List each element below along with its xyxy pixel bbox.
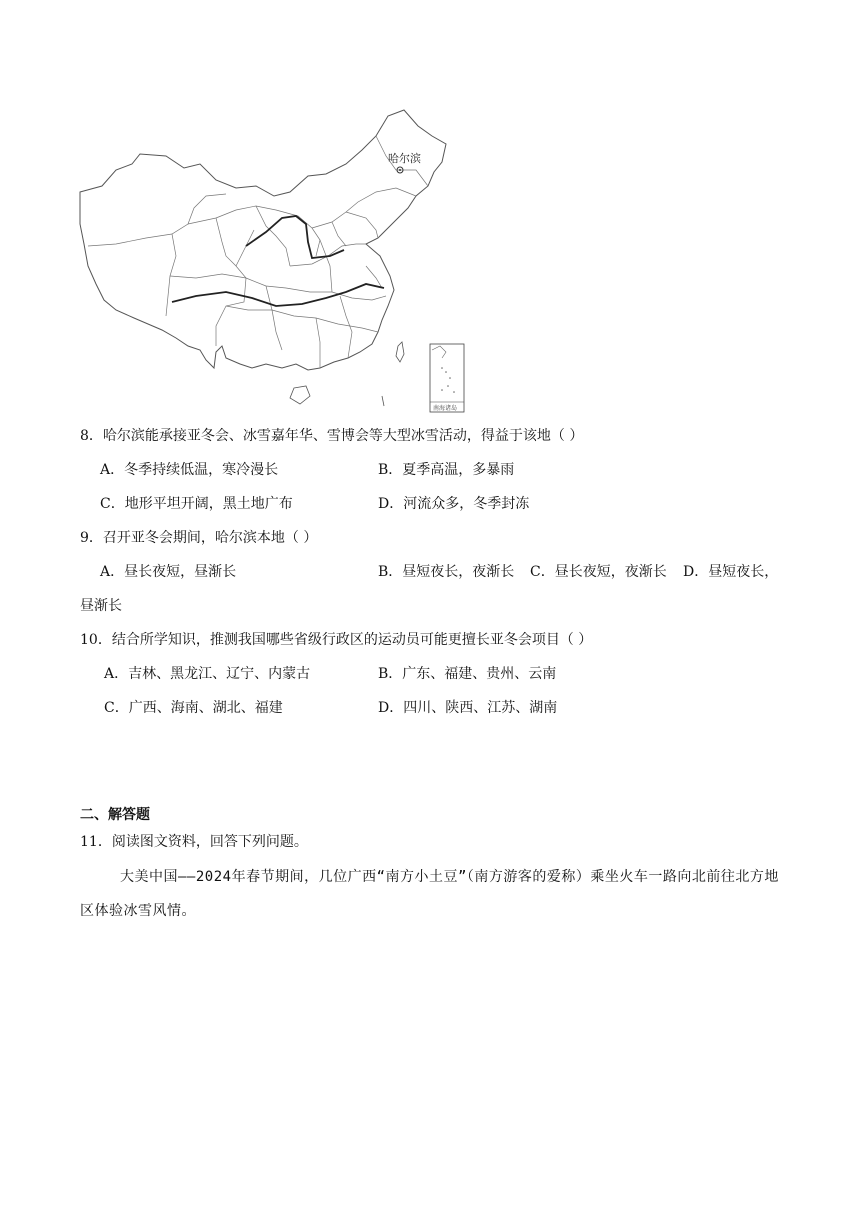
q10-option-b[interactable]: B．广东、福建、贵州、云南 [378,666,557,682]
harbin-label: 哈尔滨 [388,152,421,165]
question-9-stem: 9．召开亚冬会期间，哈尔滨本地（ ） [80,530,318,546]
question-8-stem: 8．哈尔滨能承接亚冬会、冰雪嘉年华、雪博会等大型冰雪活动，得益于该地（ ） [80,428,584,444]
q8-option-c[interactable]: C．地形平坦开阔，黑土地广布 [100,496,293,512]
question-11-stem: 11．阅读图文资料，回答下列问题。 [80,834,308,850]
question-11-passage: 大美中国——2024年春节期间，几位广西“南方小土豆”（南方游客的爱称）乘坐火车一路向北前往北方地区体验冰雪风情。 [80,869,779,919]
q10-option-d[interactable]: D．四川、陕西、江苏、湖南 [378,700,558,716]
question-10-stem: 10．结合所学知识，推测我国哪些省级行政区的运动员可能更擅长亚冬会项目（ ） [80,632,593,648]
q9-option-d-continued: 昼渐长 [80,598,122,614]
inset-label: 南海诸岛 [433,405,458,412]
q8-option-d[interactable]: D．河流众多，冬季封冻 [378,496,530,512]
q9-option-c[interactable]: C．昼长夜短，夜渐长 [530,564,667,580]
q8-option-a[interactable]: A．冬季持续低温，寒冷漫长 [100,462,279,478]
china-map-figure [76,106,468,416]
q9-option-b[interactable]: B．昼短夜长，夜渐长 [378,564,515,580]
q9-option-a[interactable]: A．昼长夜短，昼渐长 [100,564,237,580]
rivers [172,216,384,306]
hainan [290,386,310,404]
q8-option-b[interactable]: B．夏季高温，多暴雨 [378,462,515,478]
taiwan [396,342,404,362]
south-sea-inset [430,344,464,412]
q10-option-c[interactable]: C．广西、海南、湖北、福建 [104,700,283,716]
q9-option-d[interactable]: D．昼短夜长， [683,564,779,580]
section-2-title: 二、解答题 [80,807,150,823]
q10-option-a[interactable]: A．吉林、黑龙江、辽宁、内蒙古 [104,666,311,682]
china-map [76,106,468,416]
